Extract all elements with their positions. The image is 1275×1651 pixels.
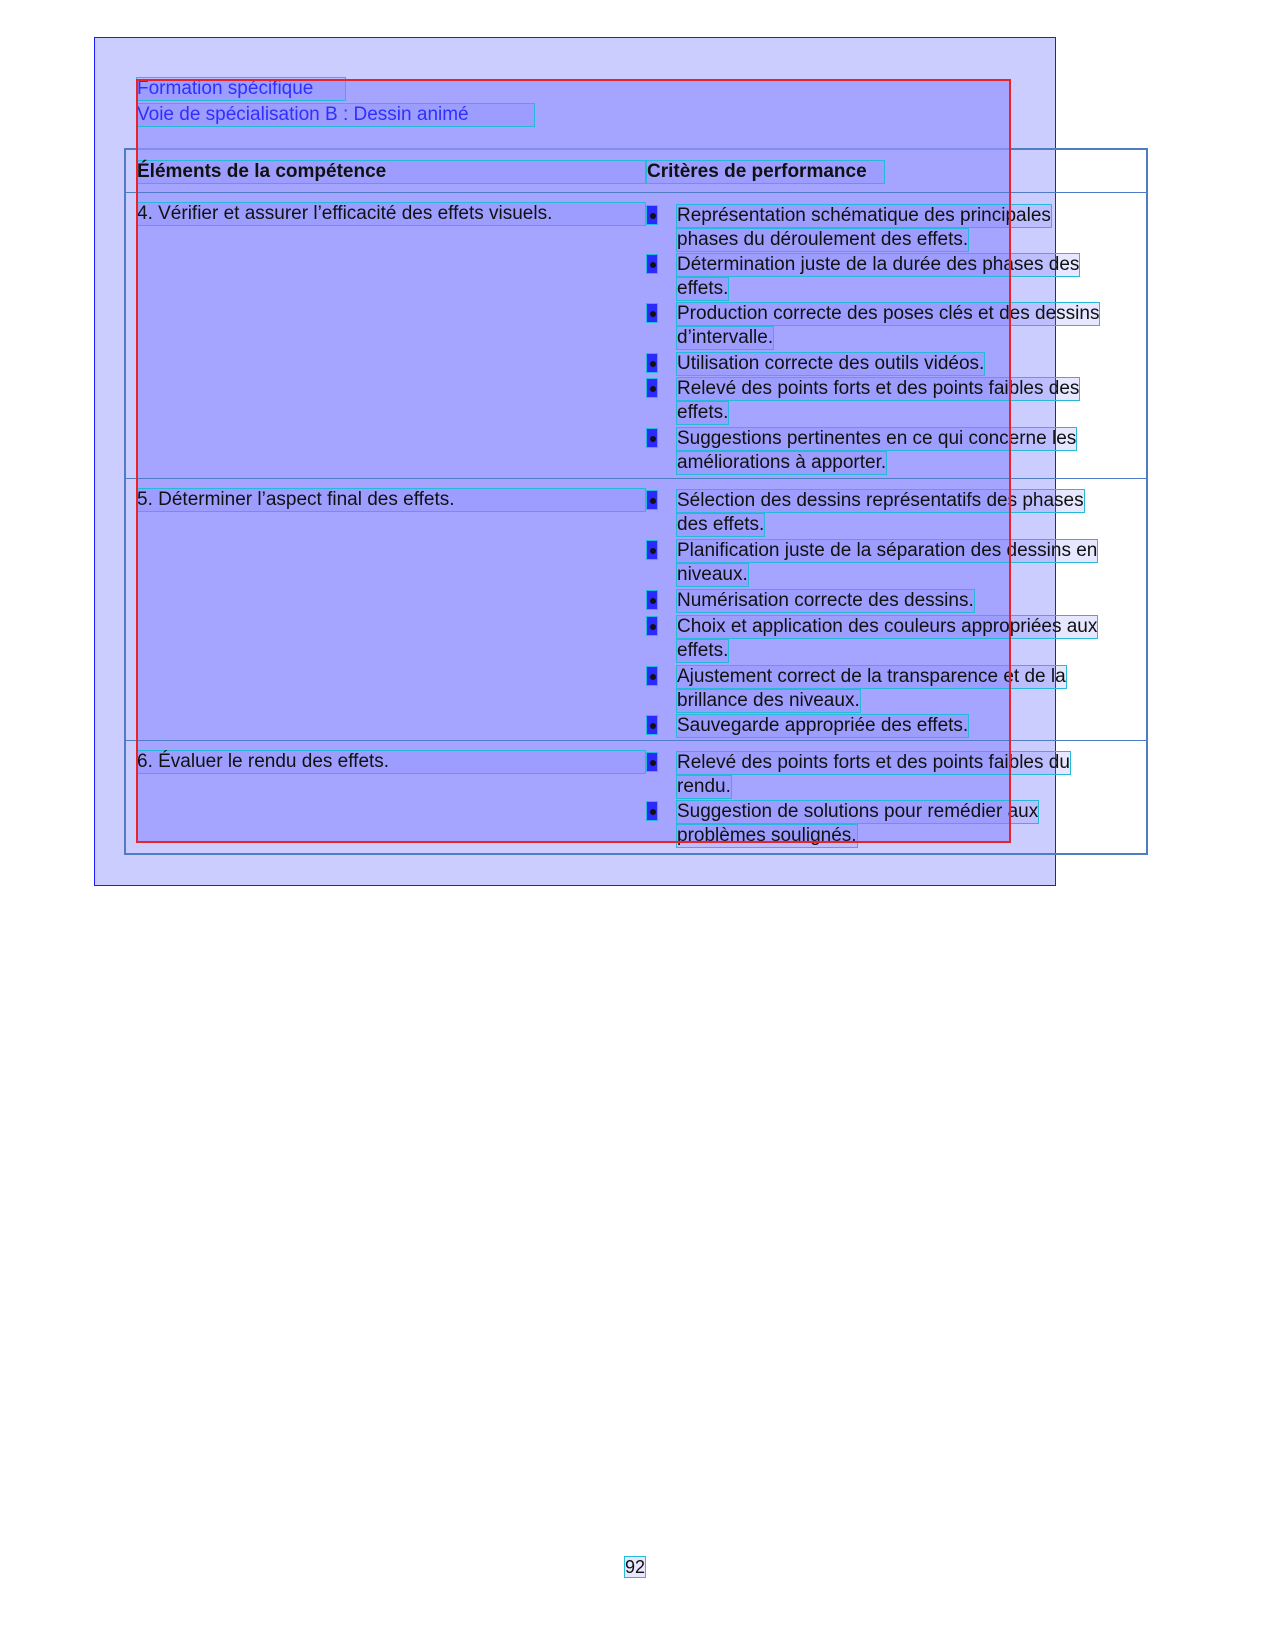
criterion-line: rendu.: [677, 776, 731, 797]
document-subsection-title: Voie de spécialisation B : Dessin animé: [136, 103, 535, 127]
criterion-line: effets.: [677, 278, 729, 299]
criterion-line: effets.: [677, 640, 729, 661]
competence-element-5: 5. Déterminer l’aspect final des effets.: [136, 488, 646, 512]
criterion-line: Utilisation correcte des outils vidéos.: [677, 353, 985, 374]
competence-element-4: 4. Vérifier et assurer l’efficacité des effets visuels.: [136, 202, 646, 226]
criterion-line: Choix et application des couleurs appropriées aux: [677, 616, 1098, 637]
column-header-criteria: Critères de performance: [646, 160, 885, 184]
criterion-line: Représentation schématique des principales: [677, 205, 1051, 226]
criterion-line: Détermination juste de la durée des phases des: [677, 254, 1080, 275]
criterion-line: problèmes soulignés.: [677, 825, 857, 846]
criterion-line: Ajustement correct de la transparence et de la: [677, 666, 1066, 687]
criterion-line: Production correcte des poses clés et des dessins: [677, 303, 1100, 324]
page-number: 92: [625, 1557, 646, 1577]
competence-element-6: 6. Évaluer le rendu des effets.: [136, 750, 646, 774]
criterion-line: Planification juste de la séparation des dessins en: [677, 540, 1098, 561]
criterion-line: Sélection des dessins représentatifs des phases: [677, 490, 1084, 511]
criterion-line: Suggestions pertinentes en ce qui concerne les: [677, 428, 1077, 449]
criterion-line: Numérisation correcte des dessins.: [677, 590, 974, 611]
criterion-line: phases du déroulement des effets.: [677, 229, 969, 250]
criterion-line: niveaux.: [677, 564, 748, 585]
criterion-line: Suggestion de solutions pour remédier aux: [677, 801, 1039, 822]
criterion-line: améliorations à apporter.: [677, 452, 887, 473]
criterion-line: des effets.: [677, 514, 765, 535]
criterion-line: d’intervalle.: [677, 327, 774, 348]
selection-box: [136, 79, 1011, 843]
criterion-line: brillance des niveaux.: [677, 690, 860, 711]
column-header-elements: Éléments de la compétence: [136, 160, 646, 184]
criterion-line: Sauvegarde appropriée des effets.: [677, 715, 969, 736]
criterion-line: effets.: [677, 402, 729, 423]
document-section-title: Formation spécifique: [136, 77, 346, 101]
criterion-line: Relevé des points forts et des points faibles du: [677, 752, 1070, 773]
criterion-line: Relevé des points forts et des points faibles des: [677, 378, 1080, 399]
